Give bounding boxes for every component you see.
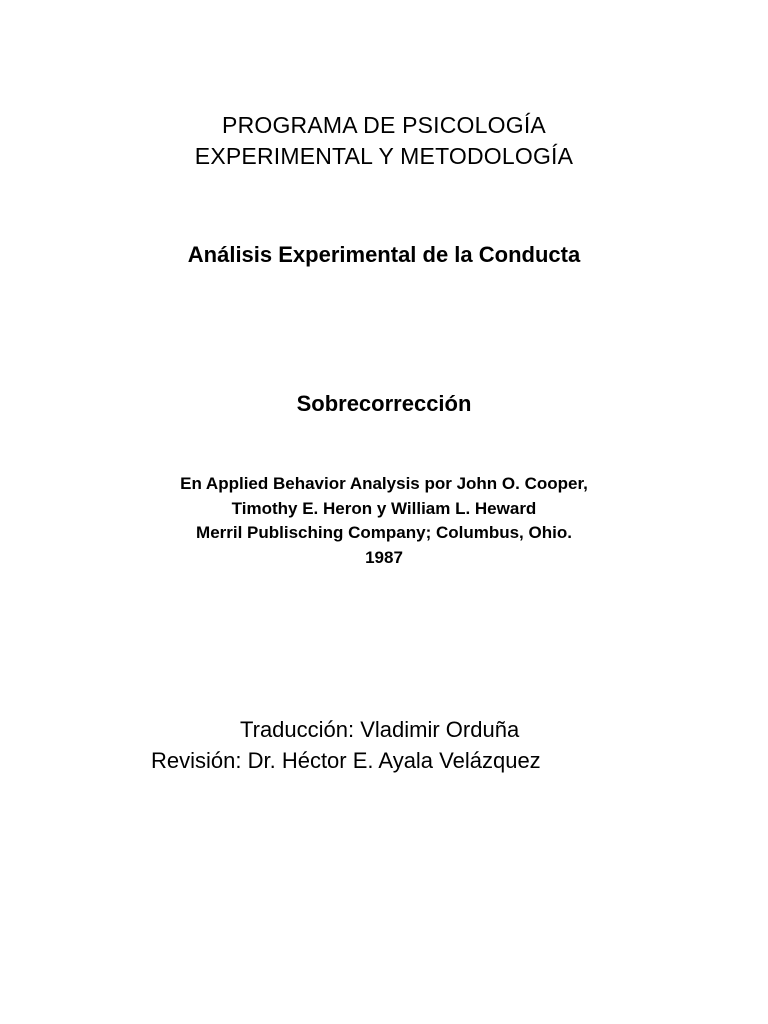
- citation-block: [0, 472, 768, 570]
- revision-credit: Revisión: Dr. Héctor E. Ayala Velázquez: [151, 748, 541, 773]
- program-title-line-2: EXPERIMENTAL Y METODOLOGÍA: [194, 143, 574, 169]
- citation-line-4: 1987: [365, 547, 403, 567]
- program-title-line-1: PROGRAMA DE PSICOLOGÍA: [222, 112, 546, 138]
- topic-heading: Sobrecorrección: [296, 391, 472, 416]
- citation-line-3: Merril Publisching Company; Columbus, Ohio.: [196, 523, 572, 542]
- citation-line-2: Timothy E. Heron y William L. Heward: [231, 498, 537, 518]
- citation-line-1: En Applied Behavior Analysis por John O. Cooper,: [180, 474, 588, 493]
- translation-credit: Traducción: Vladimir Orduña: [240, 717, 520, 742]
- subject-heading: Análisis Experimental de la Conducta: [187, 242, 581, 267]
- program-title: [0, 110, 768, 172]
